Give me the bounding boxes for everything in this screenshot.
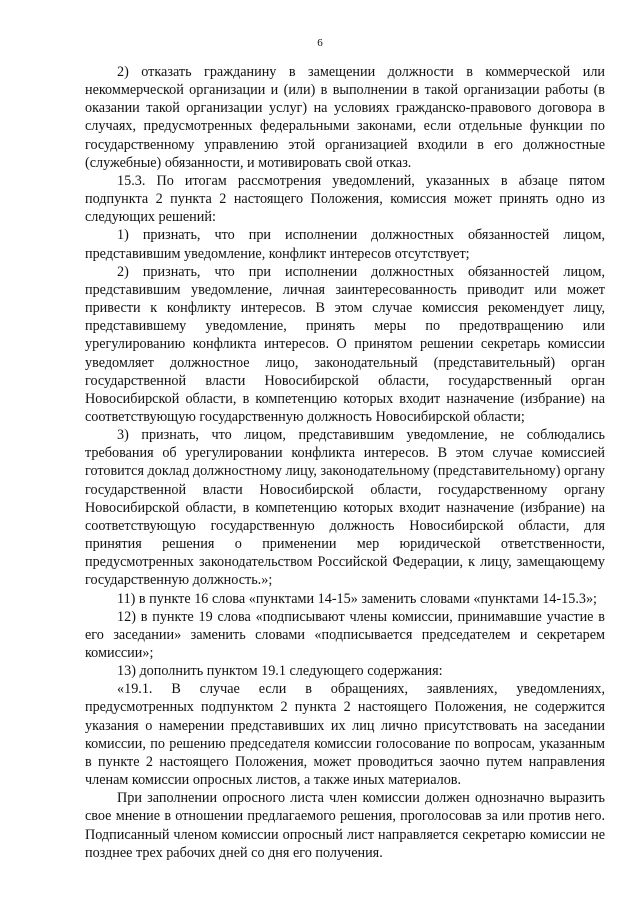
document-body	[85, 63, 605, 862]
paragraph-19-1: «19.1. В случае если в обращениях, заявлениях, уведомлениях, предусмотренных подпунктом 2 пункта 2 настоящего Положения, не содержится указания о намерении представивших их лиц лично присутствовать на заседании комиссии, по решению председателя комиссии голосование по вопросам, указанным в пункте 2 настоящего Положения, может проводиться заочно путем направления членам комиссии опросных листов, а также иных материалов.	[85, 681, 605, 789]
paragraph-15-3: 15.3. По итогам рассмотрения уведомлений, указанных в абзаце пятом подпункта 2 пункта 2 настоящего Положения, комиссия может принять одно из следующих решений:	[85, 172, 605, 226]
paragraph-decision-2: 2) признать, что при исполнении должностных обязанностей лицом, представившим уведомление, личная заинтересованность приводит или может привести к конфликту интересов. В этом случае комиссия рекомендует лицу, представившему уведомление, принять меры по предотвращению или урегулированию конфликта интересов. О принятом решении секретарь комиссии уведомляет должностное лицо, законодательный (представительный) орган государственной власти Новосибирской области, государственный орган Новосибирской области, в компетенцию которых входит назначение (избрание) на соответствующую государственную должность Новосибирской области;	[85, 263, 605, 425]
page-number: 6	[317, 37, 323, 49]
paragraph-amendment-12: 12) в пункте 19 слова «подписывают члены комиссии, принимавшие участие в его заседании» заменить словами «подписывается председателем и секретарем комиссии»;	[85, 608, 605, 661]
paragraph-decision-1: 1) признать, что при исполнении должностных обязанностей лицом, представившим уведомление, конфликт интересов отсутствует;	[85, 227, 605, 262]
paragraph-decision-3: 3) признать, что лицом, представившим уведомление, не соблюдались требования об урегулировании конфликта интересов. В этом случае комиссией готовится доклад должностному лицу, законодательному (представительному) органу государственной власти Новосибирской области, государственному органу Новосибирской области, в компетенцию которых входит назначение (избрание) на соответствующую государственную должность Новосибирской области, для принятия решения о применении мер юридической ответственности, предусмотренных законодательством Российской Федерации, к лицу, замещающему государственную должность.»;	[85, 427, 605, 589]
paragraph-questionnaire: При заполнении опросного листа член комиссии должен однозначно выразить свое мнение в отношении предлагаемого решения, проголосовав за или против него. Подписанный членом комиссии опросный лист направляется секретарю комиссии не позднее трех рабочих дней со дня его получения.	[85, 790, 605, 861]
paragraph-amendment-11: 11) в пункте 16 слова «пунктами 14-15» заменить словами «пунктами 14-15.3»;	[117, 590, 597, 607]
paragraph-amendment-13: 13) дополнить пунктом 19.1 следующего содержания:	[117, 663, 443, 680]
paragraph-item-2-refuse: 2) отказать гражданину в замещении должности в коммерческой или некоммерческой организации и (или) в выполнении в такой организации работы (в оказании такой организации услуг) на условиях гражданско-правового договора в случаях, предусмотренных федеральными законами, если отдельные функции по государственному управлению этой организацией входили в его должностные (служебные) обязанности, и мотивировать свой отказ.	[85, 64, 605, 171]
